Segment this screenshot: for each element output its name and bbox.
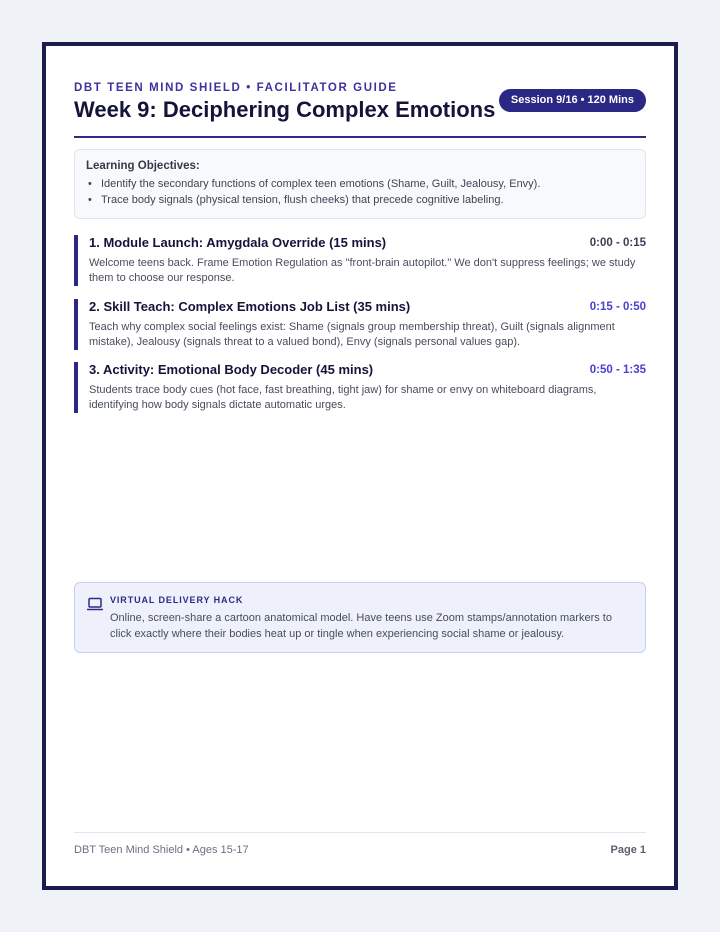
objective-item — [86, 192, 633, 208]
module-title: 3. Activity: Emotional Body Decoder (45 mins) — [89, 362, 374, 377]
module-header — [89, 299, 646, 319]
learning-objectives-box — [74, 149, 646, 219]
module-1 — [74, 235, 646, 286]
page-header — [74, 46, 646, 138]
page-footer — [74, 832, 646, 856]
objective-item — [86, 176, 633, 192]
module-3 — [74, 362, 646, 413]
document-page — [42, 42, 678, 890]
module-2 — [74, 299, 646, 350]
module-header — [89, 362, 646, 382]
session-badge: Session 9/16 • 120 Mins — [499, 89, 646, 112]
module-title: 1. Module Launch: Amygdala Override (15 mins) — [89, 235, 387, 250]
hack-text: Online, screen-share a cartoon anatomical model. Have teens use Zoom stamps/annotation markers to click exactly where their bodies heat up or tingle when experiencing social shame or jealousy. — [110, 612, 612, 640]
module-description: Welcome teens back. Frame Emotion Regulation as "front-brain autopilot." We don't suppress feelings; we study them to choose our response. — [89, 257, 636, 284]
objective-text: Trace body signals (physical tension, flush cheeks) that precede cognitive labeling. — [101, 194, 504, 206]
laptop-icon — [87, 597, 103, 611]
footer-program: DBT Teen Mind Shield • Ages 15-17 — [74, 844, 249, 856]
module-description: Teach why complex social feelings exist: Shame (signals group membership threat), Guilt (signals alignment mistake), Jealousy (signals threat to a valued bond), Envy (signals personal values gap). — [89, 321, 615, 348]
virtual-delivery-hack-box — [74, 582, 646, 653]
page-number: Page 1 — [610, 844, 646, 856]
guide-eyebrow: DBT TEEN MIND SHIELD • FACILITATOR GUIDE — [74, 82, 398, 94]
objectives-title: Learning Objectives: — [86, 160, 200, 172]
bullet-icon: • — [88, 178, 92, 190]
module-description: Students trace body cues (hot face, fast breathing, tight jaw) for shame or envy on whiteboard diagrams, identifying how body signals dictate automatic urges. — [89, 384, 597, 411]
page-content — [74, 46, 646, 856]
module-time: 0:50 - 1:35 — [589, 364, 646, 376]
module-header — [89, 235, 646, 255]
module-time: 0:00 - 0:15 — [589, 237, 646, 249]
module-time: 0:15 - 0:50 — [589, 301, 646, 313]
hack-label: VIRTUAL DELIVERY HACK — [110, 595, 244, 605]
module-title: 2. Skill Teach: Complex Emotions Job List (35 mins) — [89, 299, 411, 314]
objectives-list — [86, 176, 633, 208]
objective-text: Identify the secondary functions of complex teen emotions (Shame, Guilt, Jealousy, Envy). — [101, 178, 541, 190]
bullet-icon: • — [88, 194, 92, 206]
page-title: Week 9: Deciphering Complex Emotions — [74, 97, 496, 122]
